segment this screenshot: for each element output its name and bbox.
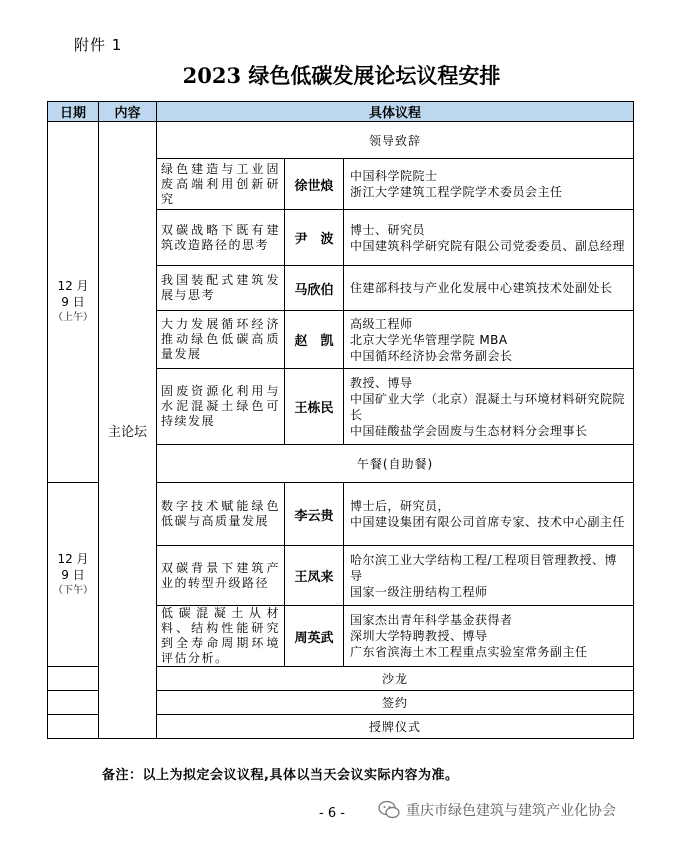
agenda-table: [47, 101, 634, 739]
attachment-label: 附件 1: [74, 36, 123, 54]
talk-topic: 数字技术赋能绿色低碳与高质量发展: [157, 483, 285, 546]
talk-speaker: 徐世烺: [285, 159, 344, 210]
bio-line: 中国建设集团有限公司首席专家、技术中心副主任: [350, 515, 626, 529]
header-agenda: 具体议程: [157, 102, 634, 122]
talk-topic: 低碳混凝土从材料、结构性能研究到全寿命周期环境评估分析。: [157, 606, 285, 667]
talk-topic: 绿色建造与工业固废高端利用创新研究: [157, 159, 285, 210]
bio-line: 教授、博导: [350, 375, 413, 390]
opening-speech: 领导致辞: [157, 122, 634, 159]
talk-bio: [344, 369, 634, 445]
talk-bio: [344, 606, 634, 667]
talk-speaker: 李云贵: [285, 483, 344, 546]
wechat-icon: [378, 800, 400, 820]
page-title: 2023 绿色低碳发展论坛议程安排: [182, 63, 501, 88]
bio-line: 深圳大学特聘教授、博导: [350, 629, 488, 643]
talk-speaker: 尹 波: [285, 210, 344, 266]
bio-line: 博士后，研究员，: [350, 499, 451, 513]
header-row: [48, 102, 634, 122]
bio-line: 中国硅酸盐学会固废与生态材料分会理事长: [350, 423, 588, 438]
lunch: 午餐(自助餐): [157, 445, 634, 483]
morning-month: 12 月: [57, 279, 89, 293]
talk-speaker: 王凤来: [285, 546, 344, 606]
remark-note: 备注：以上为拟定会议议程,具体以当天会议实际内容为准。: [102, 768, 459, 783]
bio-line: 国家一级注册结构工程师: [350, 584, 488, 599]
talk-topic: 固废资源化利用与水泥混凝土绿色可持续发展: [157, 369, 285, 445]
talk-speaker: 赵 凯: [285, 311, 344, 369]
salon: 沙龙: [157, 667, 634, 691]
afternoon-half: （下午）: [53, 584, 93, 596]
bio-line: 中国矿业大学（北京）混凝土与环境材料研究院院长: [350, 391, 626, 422]
bio-line: 北京大学光华管理学院 MBA: [350, 332, 508, 347]
bio-line: 广东省滨海土木工程重点实验室常务副主任: [350, 645, 588, 659]
talk-speaker: 周英武: [285, 606, 344, 667]
talk-topic: 大力发展循环经济 推动绿色低碳高质量发展: [157, 311, 285, 369]
empty-date-cell: [48, 667, 99, 691]
watermark: [378, 800, 616, 820]
bio-line: 中国循环经济协会常务副会长: [350, 348, 513, 363]
header-content: 内容: [99, 102, 157, 122]
signing: 签约: [157, 691, 634, 715]
talk-topic: 双碳战略下既有建筑改造路径的思考: [157, 210, 285, 266]
empty-date-cell: [48, 715, 99, 739]
talk-speaker: 王栋民: [285, 369, 344, 445]
bio-line: 住建部科技与产业化发展中心建筑技术处副处长: [350, 281, 613, 295]
talk-bio: [344, 210, 634, 266]
watermark-text: 重庆市绿色建筑与建筑产业化协会: [406, 803, 616, 819]
talk-bio: [344, 159, 634, 210]
plaque-ceremony: 授牌仪式: [157, 715, 634, 739]
page-number: - 6 -: [319, 806, 345, 821]
morning-half: （上午）: [53, 312, 93, 323]
bio-line: 中国建筑科学研究院有限公司党委委员、副总经理: [350, 238, 626, 253]
afternoon-month: 12 月: [57, 551, 89, 566]
talk-bio: [344, 311, 634, 369]
header-date: 日期: [48, 102, 99, 122]
bio-line: 博士、研究员: [350, 222, 426, 237]
bio-line: 中国科学院院士: [350, 169, 438, 183]
talk-topic: 我国装配式建筑发展与思考: [157, 266, 285, 311]
opening-row: [48, 122, 634, 159]
bio-line: 国家杰出青年科学基金获得者: [350, 613, 513, 627]
talk-speaker: 马欣伯: [285, 266, 344, 311]
afternoon-date: [48, 483, 99, 667]
empty-date-cell: [48, 691, 99, 715]
main-forum-cell: 主论坛: [99, 122, 157, 739]
bio-line: 哈尔滨工业大学结构工程/工程项目管理教授、博导: [350, 552, 618, 583]
talk-bio: [344, 266, 634, 311]
bio-line: 浙江大学建筑工程学院学术委员会主任: [350, 185, 563, 199]
talk-topic: 双碳背景下建筑产业的转型升级路径: [157, 546, 285, 606]
bio-line: 高级工程师: [350, 316, 413, 331]
talk-bio: [344, 546, 634, 606]
afternoon-day: 9 日: [61, 567, 85, 582]
morning-date: [48, 122, 99, 483]
morning-day: 9 日: [61, 295, 85, 309]
talk-bio: [344, 483, 634, 546]
